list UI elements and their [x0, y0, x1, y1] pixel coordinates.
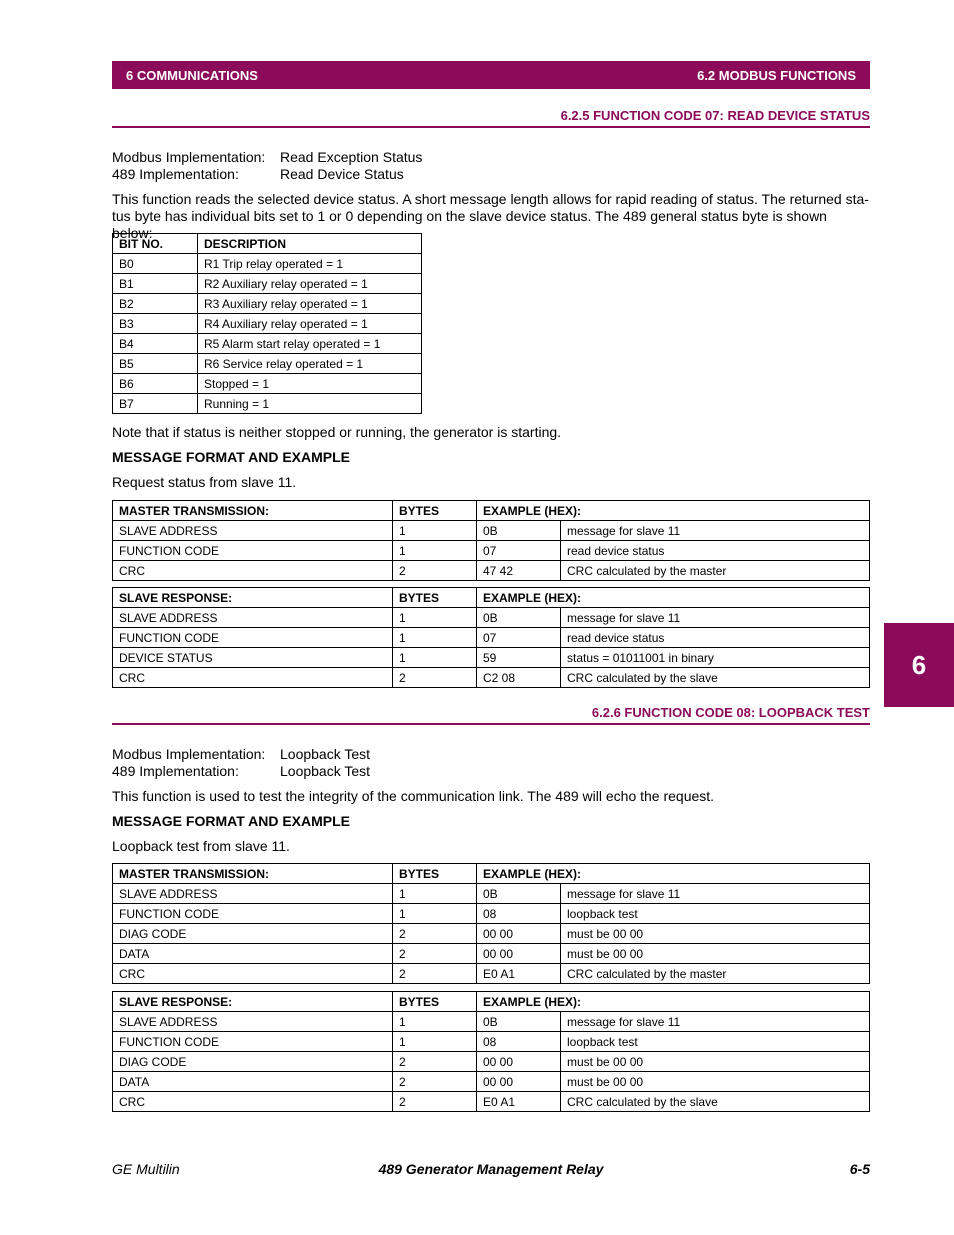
table-cell: 1	[393, 884, 477, 904]
table-cell: 2	[393, 668, 477, 688]
column-header: BYTES	[393, 992, 477, 1012]
table-row	[113, 354, 422, 374]
implementation-block-2	[112, 746, 370, 780]
table-cell: B0	[113, 254, 198, 274]
table-cell: FUNCTION CODE	[113, 541, 393, 561]
column-header: SLAVE RESPONSE:	[113, 588, 393, 608]
table-row	[113, 541, 870, 561]
slave-response-table-1	[112, 587, 870, 688]
column-header: MASTER TRANSMISSION:	[113, 864, 393, 884]
table-row	[113, 904, 870, 924]
slave-response-table-2	[112, 991, 870, 1112]
table-cell: read device status	[561, 541, 870, 561]
header-section: 6.2 MODBUS FUNCTIONS	[697, 67, 856, 83]
table-cell: 2	[393, 924, 477, 944]
table-cell: DEVICE STATUS	[113, 648, 393, 668]
impl-value: Loopback Test	[280, 763, 371, 779]
column-header: EXAMPLE (HEX):	[477, 501, 870, 521]
table-cell: message for slave 11	[561, 521, 870, 541]
table-cell: 1	[393, 904, 477, 924]
table-cell: 0B	[477, 608, 561, 628]
table-row	[113, 294, 422, 314]
subheading-message-format-2: MESSAGE FORMAT AND EXAMPLE	[112, 813, 351, 829]
column-header: DESCRIPTION	[198, 234, 422, 254]
table-cell: CRC calculated by the slave	[561, 1092, 870, 1112]
table-row	[113, 1032, 870, 1052]
table-cell: 2	[393, 964, 477, 984]
impl-label: Modbus Implementation:	[112, 149, 266, 165]
impl-label: 489 Implementation:	[112, 763, 239, 779]
table-cell: 1	[393, 1032, 477, 1052]
table-cell: B6	[113, 374, 198, 394]
table-cell: SLAVE ADDRESS	[113, 1012, 393, 1032]
table-row	[113, 944, 870, 964]
table-cell: must be 00 00	[561, 1072, 870, 1092]
table-cell: message for slave 11	[561, 1012, 870, 1032]
impl-label: Modbus Implementation:	[112, 746, 266, 762]
table-cell: DIAG CODE	[113, 1052, 393, 1072]
table-cell: CRC	[113, 964, 393, 984]
header-chapter: 6 COMMUNICATIONS	[126, 67, 258, 83]
table-cell: 07	[477, 628, 561, 648]
table-row	[113, 274, 422, 294]
table-cell: B5	[113, 354, 198, 374]
table-cell: FUNCTION CODE	[113, 1032, 393, 1052]
master-transmission-table-2	[112, 863, 870, 984]
subheading-message-format-1: MESSAGE FORMAT AND EXAMPLE	[112, 449, 351, 465]
table-cell: 2	[393, 1052, 477, 1072]
table-cell: SLAVE ADDRESS	[113, 884, 393, 904]
request-text-2: Loopback test from slave 11.	[112, 838, 290, 854]
impl-value: Read Exception Status	[280, 149, 423, 165]
column-header: SLAVE RESPONSE:	[113, 992, 393, 1012]
table-row	[113, 314, 422, 334]
table-row	[113, 374, 422, 394]
table-cell: CRC calculated by the master	[561, 964, 870, 984]
table-cell: R4 Auxiliary relay operated = 1	[198, 314, 422, 334]
table-row	[113, 394, 422, 414]
table-cell: B7	[113, 394, 198, 414]
table-row	[113, 521, 870, 541]
intro-paragraph-2: This function is used to test the integrity of the communication link. The 489 will echo the request.	[112, 788, 715, 804]
implementation-block-1	[112, 149, 422, 183]
status-bits-table	[112, 233, 422, 414]
table-cell: 1	[393, 521, 477, 541]
table-cell: 00 00	[477, 1052, 561, 1072]
table-cell: R6 Service relay operated = 1	[198, 354, 422, 374]
table-cell: C2 08	[477, 668, 561, 688]
column-header: EXAMPLE (HEX):	[477, 864, 870, 884]
table-row	[113, 561, 870, 581]
footer-company: GE Multilin	[112, 1161, 180, 1177]
table-cell: 1	[393, 608, 477, 628]
impl-value: Read Device Status	[280, 166, 404, 182]
table-cell: 00 00	[477, 1072, 561, 1092]
table-cell: DATA	[113, 944, 393, 964]
intro-paragraph-1: This function reads the selected device status. A short message length allows for rapid reading of status. The returned sta-tus byte has individual bits set to 1 or 0 depending on the slave device status. The 489 general status byte is shown below:	[112, 191, 869, 241]
table-cell: read device status	[561, 628, 870, 648]
section-title-6-2-5: 6.2.5 FUNCTION CODE 07: READ DEVICE STATUS	[112, 108, 870, 128]
column-header: BYTES	[393, 501, 477, 521]
table-cell: 00 00	[477, 924, 561, 944]
table-cell: E0 A1	[477, 964, 561, 984]
table-cell: 00 00	[477, 944, 561, 964]
table-cell: must be 00 00	[561, 944, 870, 964]
table-cell: 08	[477, 1032, 561, 1052]
table-cell: B1	[113, 274, 198, 294]
table-row	[113, 884, 870, 904]
table-cell: 59	[477, 648, 561, 668]
table-cell: CRC	[113, 668, 393, 688]
table-row	[113, 924, 870, 944]
table-cell: SLAVE ADDRESS	[113, 521, 393, 541]
table-cell: loopback test	[561, 904, 870, 924]
table-cell: 08	[477, 904, 561, 924]
table-cell: loopback test	[561, 1032, 870, 1052]
column-header: BYTES	[393, 864, 477, 884]
table-cell: status = 01011001 in binary	[561, 648, 870, 668]
table-cell: CRC	[113, 561, 393, 581]
table-cell: B2	[113, 294, 198, 314]
column-header: BYTES	[393, 588, 477, 608]
table-cell: must be 00 00	[561, 1052, 870, 1072]
table-cell: 1	[393, 541, 477, 561]
table-cell: 0B	[477, 884, 561, 904]
table-cell: Stopped = 1	[198, 374, 422, 394]
table-row	[113, 964, 870, 984]
column-header: BIT NO.	[113, 234, 198, 254]
column-header: EXAMPLE (HEX):	[477, 588, 870, 608]
running-header	[112, 61, 870, 89]
table-row	[113, 1072, 870, 1092]
table-cell: FUNCTION CODE	[113, 904, 393, 924]
table-cell: must be 00 00	[561, 924, 870, 944]
table-cell: R2 Auxiliary relay operated = 1	[198, 274, 422, 294]
table-row	[113, 1012, 870, 1032]
note-paragraph: Note that if status is neither stopped or running, the generator is starting.	[112, 424, 562, 440]
table-row	[113, 608, 870, 628]
footer-page-number: 6-5	[849, 1161, 870, 1177]
table-cell: CRC calculated by the master	[561, 561, 870, 581]
table-cell: 2	[393, 561, 477, 581]
table-cell: SLAVE ADDRESS	[113, 608, 393, 628]
table-cell: E0 A1	[477, 1092, 561, 1112]
impl-value: Loopback Test	[280, 746, 371, 762]
table-cell: message for slave 11	[561, 608, 870, 628]
table-cell: 1	[393, 628, 477, 648]
table-cell: R1 Trip relay operated = 1	[198, 254, 422, 274]
table-cell: 07	[477, 541, 561, 561]
table-cell: FUNCTION CODE	[113, 628, 393, 648]
table-cell: R3 Auxiliary relay operated = 1	[198, 294, 422, 314]
table-cell: Running = 1	[198, 394, 422, 414]
table-cell: CRC	[113, 1092, 393, 1112]
table-row	[113, 1052, 870, 1072]
table-cell: B3	[113, 314, 198, 334]
footer-product: 489 Generator Management Relay	[378, 1161, 604, 1177]
table-cell: 47 42	[477, 561, 561, 581]
table-cell: CRC calculated by the slave	[561, 668, 870, 688]
table-cell: message for slave 11	[561, 884, 870, 904]
table-cell: 2	[393, 1072, 477, 1092]
table-cell: 2	[393, 1092, 477, 1112]
section-title-6-2-6: 6.2.6 FUNCTION CODE 08: LOOPBACK TEST	[112, 705, 870, 725]
table-cell: 2	[393, 944, 477, 964]
impl-label: 489 Implementation:	[112, 166, 239, 182]
request-text-1: Request status from slave 11.	[112, 474, 297, 490]
table-row	[113, 668, 870, 688]
column-header: EXAMPLE (HEX):	[477, 992, 870, 1012]
chapter-side-tab: 6	[884, 623, 954, 707]
table-cell: B4	[113, 334, 198, 354]
table-cell: DIAG CODE	[113, 924, 393, 944]
table-cell: 1	[393, 1012, 477, 1032]
column-header: MASTER TRANSMISSION:	[113, 501, 393, 521]
table-row	[113, 628, 870, 648]
table-cell: DATA	[113, 1072, 393, 1092]
master-transmission-table-1	[112, 500, 870, 581]
table-cell: 1	[393, 648, 477, 668]
table-cell: 0B	[477, 521, 561, 541]
table-row	[113, 648, 870, 668]
table-cell: R5 Alarm start relay operated = 1	[198, 334, 422, 354]
table-cell: 0B	[477, 1012, 561, 1032]
table-row	[113, 334, 422, 354]
table-row	[113, 1092, 870, 1112]
table-row	[113, 254, 422, 274]
